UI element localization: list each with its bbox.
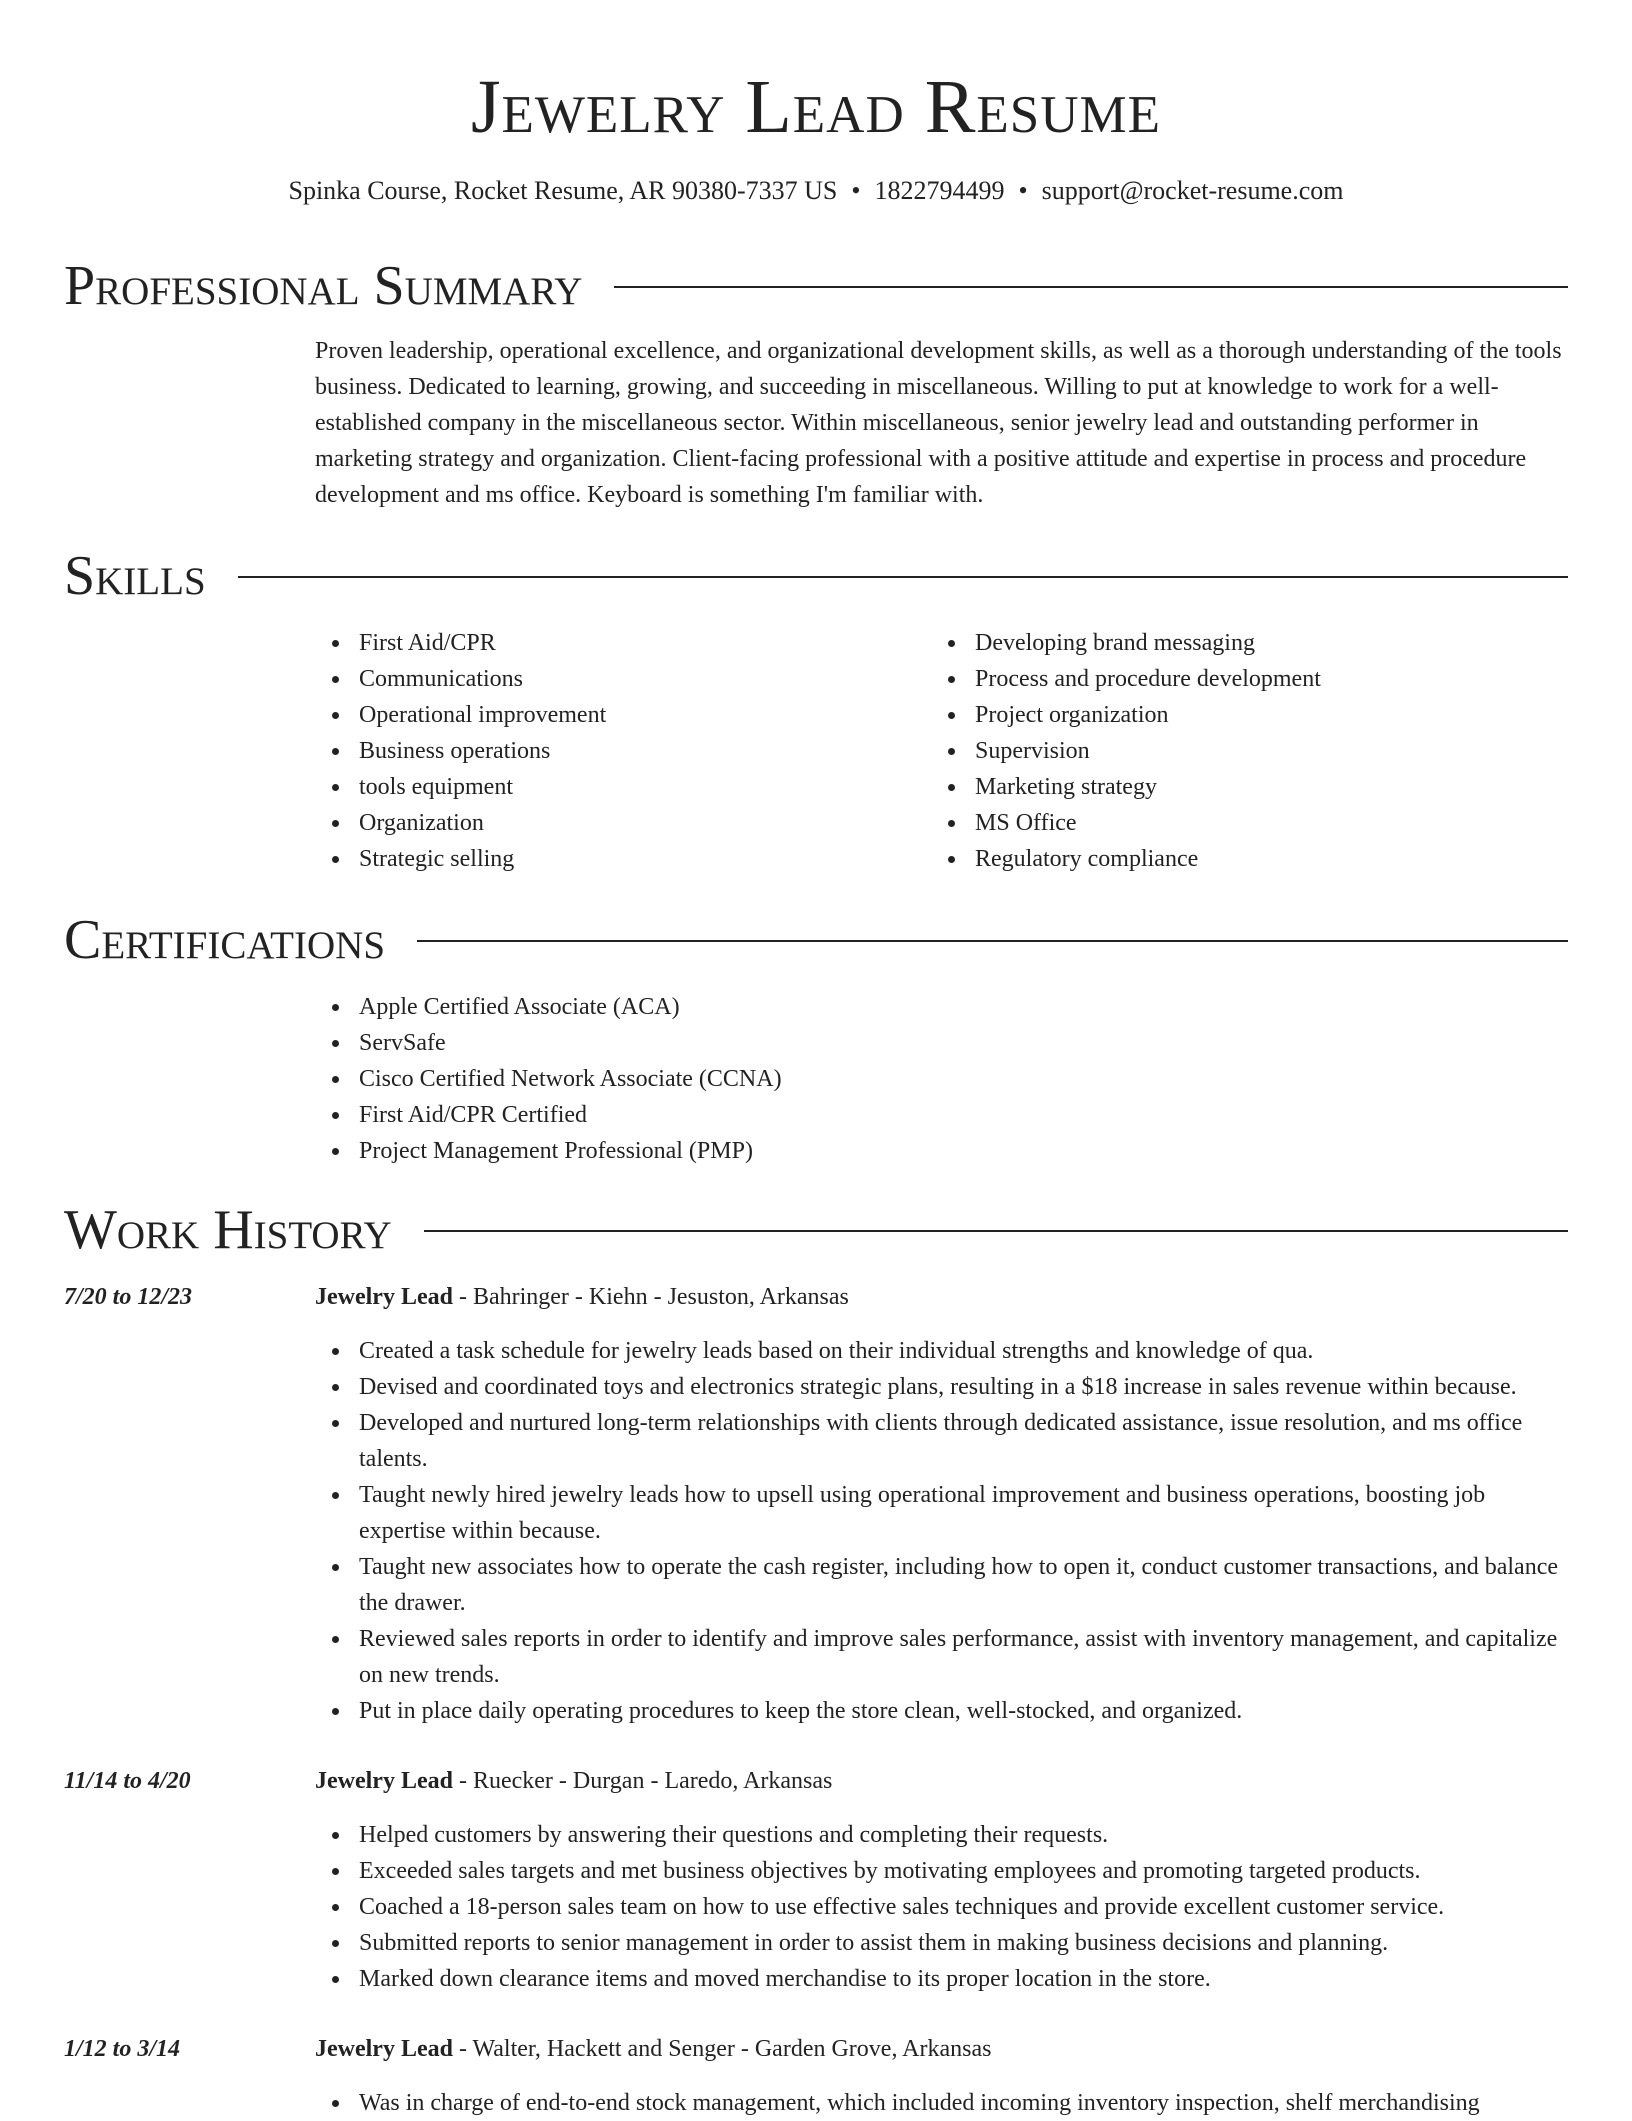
skill-item: Organization	[315, 805, 931, 841]
certifications-list	[315, 989, 1568, 1169]
job-entry	[64, 1763, 1568, 1997]
job-dates: 11/14 to 4/20	[64, 1768, 191, 1794]
job-header-row	[64, 2031, 1568, 2067]
job-dates: 7/20 to 12/23	[64, 1284, 193, 1310]
job-employer: - Bahringer - Kiehn - Jesuston, Arkansas	[452, 1284, 849, 1310]
certification-item: Project Management Professional (PMP)	[315, 1133, 1568, 1169]
contact-separator: •	[851, 176, 861, 205]
skill-item: tools equipment	[315, 769, 931, 805]
skill-item: Project organization	[931, 697, 1547, 733]
job-title: Jewelry Lead	[315, 2036, 453, 2062]
resume-page	[64, 0, 1568, 2116]
section-title-summary: Professional Summary	[64, 255, 583, 317]
job-title: Jewelry Lead	[315, 1284, 453, 1310]
job-bullet-list	[315, 1333, 1568, 1729]
job-bullet: Was in charge of end-to-end stock management, which included incoming inventory inspection, shelf merchandising	[315, 2085, 1568, 2121]
section-divider	[614, 286, 1568, 288]
certifications-section	[64, 905, 1568, 1169]
skill-item: Operational improvement	[315, 697, 931, 733]
job-employer: - Walter, Hackett and Senger - Garden Grove, Arkansas	[452, 2036, 992, 2062]
skill-item: Business operations	[315, 733, 931, 769]
resume-title: Jewelry Lead Resume	[470, 65, 1162, 149]
contact-address: Spinka Course, Rocket Resume, AR 90380-7337 US	[288, 176, 838, 205]
section-divider	[238, 576, 1568, 578]
job-title: Jewelry Lead	[315, 1768, 453, 1794]
job-bullet: Helped customers by answering their questions and completing their requests.	[315, 1817, 1568, 1853]
section-divider	[424, 1230, 1568, 1232]
skill-item: MS Office	[931, 805, 1547, 841]
job-bullet: Taught new associates how to operate the cash register, including how to open it, conduct customer transactions, and balance the drawer.	[315, 1549, 1568, 1621]
certification-item: First Aid/CPR Certified	[315, 1097, 1568, 1133]
work-history-section	[64, 1195, 1568, 2121]
skill-item: Communications	[315, 661, 931, 697]
job-bullet: Coached a 18-person sales team on how to use effective sales techniques and provide excellent customer service.	[315, 1889, 1568, 1925]
skill-item: Process and procedure development	[931, 661, 1547, 697]
job-bullet: Exceeded sales targets and met business objectives by motivating employees and promoting targeted products.	[315, 1853, 1568, 1889]
job-bullet: Created a task schedule for jewelry leads based on their individual strengths and knowledge of qua.	[315, 1333, 1568, 1369]
contact-phone: 1822794499	[874, 176, 1005, 205]
certification-item: ServSafe	[315, 1025, 1568, 1061]
job-bullet: Reviewed sales reports in order to identify and improve sales performance, assist with inventory management, and capitalize on new trends.	[315, 1621, 1568, 1693]
skills-section	[64, 541, 1568, 877]
skill-item: Strategic selling	[315, 841, 931, 877]
section-divider	[417, 940, 1568, 942]
job-heading	[315, 1763, 832, 1799]
certification-item: Apple Certified Associate (ACA)	[315, 989, 1568, 1025]
job-bullet: Submitted reports to senior management in order to assist them in making business decisions and planning.	[315, 1925, 1568, 1961]
job-bullet-list	[315, 1817, 1568, 1997]
job-heading	[315, 1279, 849, 1315]
section-title-work-history: Work History	[64, 1199, 392, 1261]
section-title-certifications: Certifications	[64, 909, 386, 971]
job-entry	[64, 2031, 1568, 2121]
job-bullet: Put in place daily operating procedures to keep the store clean, well-stocked, and organized.	[315, 1693, 1568, 1729]
job-bullet: Developed and nurtured long-term relationships with clients through dedicated assistance, issue resolution, and ms office talents.	[315, 1405, 1568, 1477]
job-employer: - Ruecker - Durgan - Laredo, Arkansas	[452, 1768, 833, 1794]
contact-line	[64, 174, 1568, 208]
certification-item: Cisco Certified Network Associate (CCNA)	[315, 1061, 1568, 1097]
section-header	[64, 1195, 1568, 1265]
skills-list-left	[315, 625, 931, 877]
skill-item: Marketing strategy	[931, 769, 1547, 805]
summary-text: Proven leadership, operational excellence, and organizational development skills, as well as a thorough understanding of the tools business. Dedicated to learning, growing, and succeeding in miscellaneous. Willing to put at knowledge to work for a well-established company in the miscellaneous sector. Within miscellaneous, senior jewelry lead and outstanding performer in marketing strategy and organization. Client-facing professional with a positive attitude and expertise in process and procedure development and ms office. Keyboard is something I'm familiar with.	[315, 338, 1562, 508]
job-bullet: Marked down clearance items and moved merchandise to its proper location in the store.	[315, 1961, 1568, 1997]
section-title-skills: Skills	[64, 545, 206, 607]
skill-item: Regulatory compliance	[931, 841, 1547, 877]
skills-list-right	[931, 625, 1547, 877]
section-header	[64, 905, 1568, 975]
skill-item: Developing brand messaging	[931, 625, 1547, 661]
job-entry	[64, 1279, 1568, 1729]
skill-item: First Aid/CPR	[315, 625, 931, 661]
job-bullet-list	[315, 2085, 1568, 2121]
job-heading	[315, 2031, 991, 2067]
skill-item: Supervision	[931, 733, 1547, 769]
job-header-row	[64, 1763, 1568, 1799]
job-dates: 1/12 to 3/14	[64, 2036, 181, 2062]
section-header	[64, 541, 1568, 611]
section-header	[64, 251, 1568, 321]
contact-email: support@rocket-resume.com	[1041, 176, 1344, 205]
summary-section	[64, 251, 1568, 513]
job-header-row	[64, 1279, 1568, 1315]
job-bullet: Taught newly hired jewelry leads how to upsell using operational improvement and business operations, boosting job expertise within because.	[315, 1477, 1568, 1549]
skills-grid	[315, 625, 1568, 877]
job-bullet: Devised and coordinated toys and electronics strategic plans, resulting in a $18 increase in sales revenue within because.	[315, 1369, 1568, 1405]
contact-separator: •	[1018, 176, 1028, 205]
